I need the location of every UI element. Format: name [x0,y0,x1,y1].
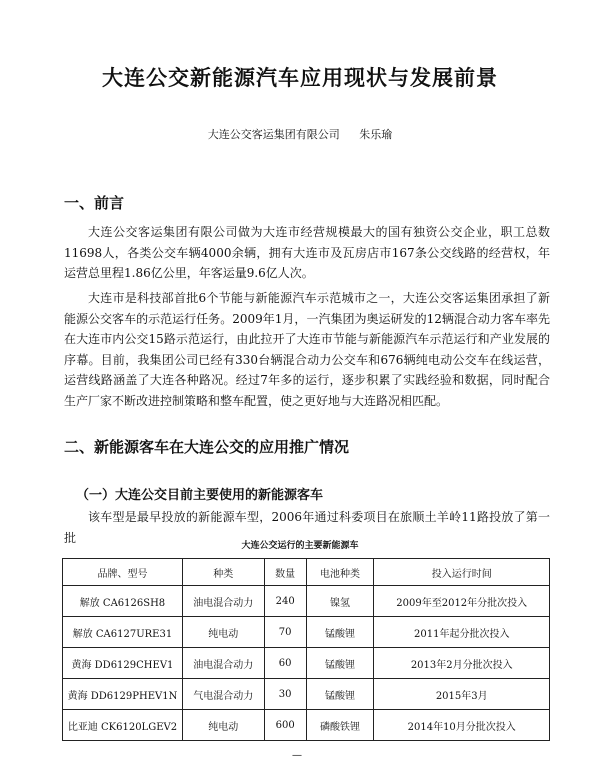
cell-battery: 锰酸锂 [306,617,374,648]
cell-quantity: 600 [264,710,306,741]
cell-quantity: 60 [264,648,306,679]
header-quantity: 数量 [264,559,306,586]
cell-start-date: 2015年3月 [374,679,550,710]
cell-brand: 比亚迪 CK6120LGEV2 [63,710,183,741]
cell-brand: 解放 CA6127URE31 [63,617,183,648]
section-heading-intro: 一、前言 [64,194,125,212]
cell-brand: 黄海 DD6129CHEV1 [63,648,183,679]
table-row [63,617,550,648]
cell-type: 纯电动 [182,710,264,741]
page-number-mark: — [292,750,302,761]
table-row [63,710,550,741]
cell-start-date: 2009年至2012年分批次投入 [374,586,550,617]
cell-quantity: 30 [264,679,306,710]
cell-quantity: 70 [264,617,306,648]
table-row [63,586,550,617]
table-header-row [63,559,550,586]
author-org: 大连公交客运集团有限公司 [207,128,340,141]
page-title: 大连公交新能源汽车应用现状与发展前景 [102,66,498,90]
application-paragraph: 该车型是最早投放的新能源车型，2006年通过科委项目在旅顺土羊岭11路投放了第一批 [64,510,550,545]
section-heading-application: 二、新能源客车在大连公交的应用推广情况 [64,438,350,456]
header-start-date: 投入运行时间 [374,559,550,586]
author-line [0,126,600,142]
intro-paragraph-1: 大连公交客运集团有限公司做为大连市经营规模最大的国有独资公交企业，职工总数11698人，各类公交车辆4000余辆，拥有大连市及瓦房店市167条公交线路的经营权，年运营总里程1.86亿公里，年客运量9.6亿人次。 [64,225,550,280]
table-caption: 大连公交运行的主要新能源车 [241,541,359,551]
cell-battery: 镍氢 [306,586,374,617]
cell-battery: 锰酸锂 [306,648,374,679]
header-brand: 品牌、型号 [63,559,183,586]
cell-quantity: 240 [264,586,306,617]
author-name: 朱乐瑜 [359,128,393,141]
cell-battery: 锰酸锂 [306,679,374,710]
header-type: 种类 [182,559,264,586]
cell-type: 气电混合动力 [182,679,264,710]
vehicle-table [62,558,550,741]
header-battery: 电池种类 [306,559,374,586]
cell-brand: 解放 CA6126SH8 [63,586,183,617]
cell-start-date: 2013年2月分批次投入 [374,648,550,679]
table-row [63,679,550,710]
cell-start-date: 2011年起分批次投入 [374,617,550,648]
subsection-heading: （一）大连公交目前主要使用的新能源客车 [76,488,324,503]
cell-brand: 黄海 DD6129PHEV1N [63,679,183,710]
cell-start-date: 2014年10月分批次投入 [374,710,550,741]
cell-type: 油电混合动力 [182,648,264,679]
cell-battery: 磷酸铁锂 [306,710,374,741]
cell-type: 纯电动 [182,617,264,648]
table-row [63,648,550,679]
intro-paragraph-2: 大连市是科技部首批6个节能与新能源汽车示范城市之一，大连公交客运集团承担了新能源公交客车的示范运行任务。2009年1月，一汽集团为奥运研发的12辆混合动力客车率先在大连市内公交15路示范运行，由此拉开了大连市节能与新能源汽车示范运行和产业发展的序幕。目前，我集团公司已经有330台辆混合动力公交车和676辆纯电动公交车在线运营，运营线路涵盖了大连各种路况。经过7年多的运行，逐步积累了实践经验和数据，同时配合生产厂家不断改进控制策略和整车配置，使之更好地与大连路况相匹配。 [64,291,550,408]
cell-type: 油电混合动力 [182,586,264,617]
